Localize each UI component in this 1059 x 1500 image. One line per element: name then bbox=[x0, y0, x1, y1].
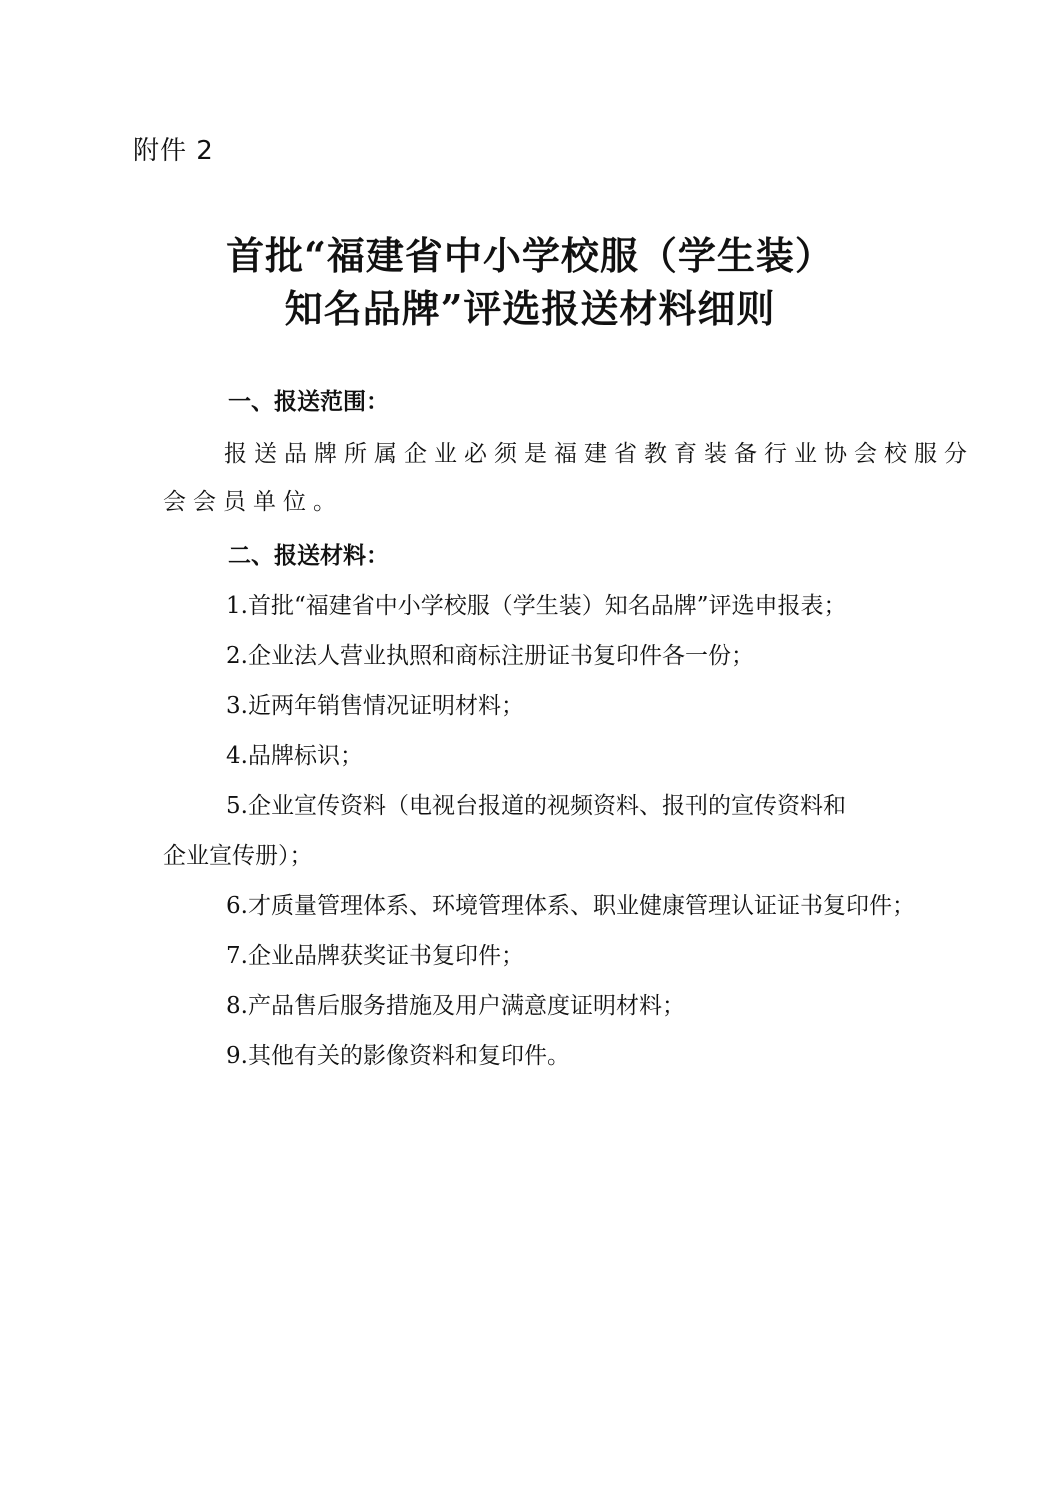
section-heading-materials: 二、报送材料： bbox=[228, 543, 389, 569]
section-heading-scope: 一、报送范围： bbox=[228, 389, 389, 415]
materials-item-6: 6.才质量管理体系、环境管理体系、职业健康管理认证证书复印件； bbox=[226, 893, 915, 919]
materials-item-7: 7.企业品牌获奖证书复印件； bbox=[226, 943, 524, 969]
materials-item-3: 3.近两年销售情况证明材料； bbox=[226, 693, 524, 719]
materials-item-5-continued: 企业宣传册）； bbox=[163, 843, 313, 869]
materials-item-9: 9.其他有关的影像资料和复印件。 bbox=[226, 1043, 570, 1069]
materials-item-1: 1.首批“福建省中小学校服（学生装）知名品牌”评选申报表； bbox=[226, 593, 847, 619]
attachment-label: 附件 2 bbox=[133, 136, 214, 166]
document-title-line-1: 首批“福建省中小学校服（学生装） bbox=[226, 233, 834, 278]
scope-paragraph-line-2: 会会员单位。 bbox=[163, 489, 343, 515]
document-title-line-2: 知名品牌”评选报送材料细则 bbox=[284, 286, 776, 331]
materials-item-8: 8.产品售后服务措施及用户满意度证明材料； bbox=[226, 993, 685, 1019]
materials-item-4: 4.品牌标识； bbox=[226, 743, 363, 769]
materials-item-5: 5.企业宣传资料（电视台报道的视频资料、报刊的宣传资料和 bbox=[226, 793, 846, 819]
materials-item-2: 2.企业法人营业执照和商标注册证书复印件各一份； bbox=[226, 643, 754, 669]
scope-paragraph-line-1: 报送品牌所属企业必须是福建省教育装备行业协会校服分 bbox=[224, 441, 974, 467]
